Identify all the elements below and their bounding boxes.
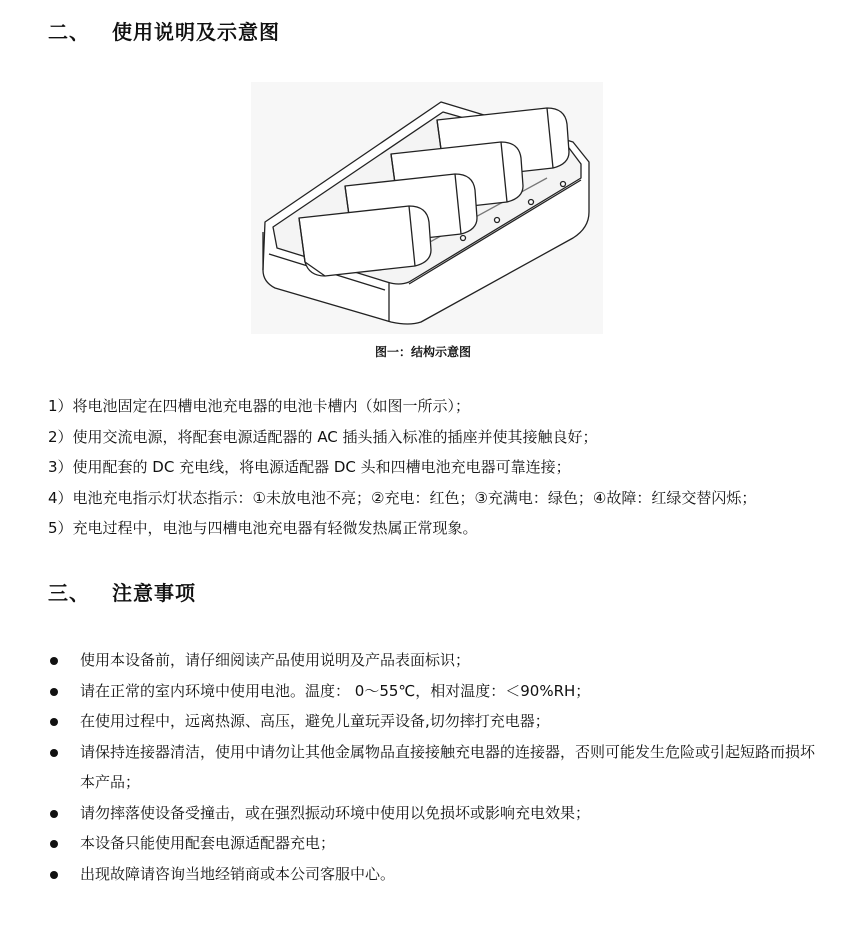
led-indicator xyxy=(461,236,466,241)
bullet-icon xyxy=(50,749,58,757)
section-2-number: 二、 xyxy=(48,20,90,44)
precaution-item xyxy=(48,676,818,707)
precaution-text: 在使用过程中，远离热源、高压，避免儿童玩弄设备,切勿摔打充电器； xyxy=(80,712,550,730)
step-item: 5）充电过程中，电池与四槽电池充电器有轻微发热属正常现象。 xyxy=(48,519,478,537)
section-3-heading xyxy=(48,577,196,606)
bullet-icon xyxy=(50,657,58,665)
step-item: 1）将电池固定在四槽电池充电器的电池卡槽内（如图一所示）； xyxy=(48,397,471,415)
precaution-item xyxy=(48,798,818,829)
charger-illustration xyxy=(251,82,603,334)
led-indicator xyxy=(495,218,500,223)
precautions-list xyxy=(48,645,818,889)
section-2-heading xyxy=(48,16,280,45)
precaution-text: 使用本设备前，请仔细阅读产品使用说明及产品表面标识； xyxy=(80,651,471,669)
bullet-icon xyxy=(50,718,58,726)
precaution-item xyxy=(48,645,818,676)
usage-steps xyxy=(48,394,756,547)
precaution-item xyxy=(48,706,818,737)
step-item: 3）使用配套的 DC 充电线，将电源适配器 DC 头和四槽电池充电器可靠连接； xyxy=(48,458,571,476)
precaution-text: 请保持连接器清洁，使用中请勿让其他金属物品直接接触充电器的连接器，否则可能发生危险或引起短路而损坏本产品； xyxy=(80,742,816,791)
charger-drawing xyxy=(251,82,603,334)
led-indicator xyxy=(529,200,534,205)
figure-caption: 图一：结构示意图 xyxy=(374,345,471,359)
step-item: 2）使用交流电源，将配套电源适配器的 AC 插头插入标准的插座并使其接触良好； xyxy=(48,427,598,446)
precaution-text: 出现故障请咨询当地经销商或本公司客服中心。 xyxy=(80,864,396,883)
bullet-icon xyxy=(50,840,58,848)
precaution-text: 请勿摔落使设备受撞击，或在强烈振动环境中使用以免损坏或影响充电效果； xyxy=(80,803,591,822)
precaution-text: 请在正常的室内环境中使用电池。温度： 0～55℃，相对温度：＜90%RH； xyxy=(80,681,591,700)
precaution-item xyxy=(48,828,818,859)
precaution-item xyxy=(48,859,818,890)
step-item: 4）电池充电指示灯状态指示：①未放电池不亮；②充电：红色；③充满电：绿色；④故障：红绿交替闪烁； xyxy=(48,488,757,507)
bullet-icon xyxy=(50,810,58,818)
precaution-item xyxy=(48,737,818,798)
led-indicator xyxy=(561,182,566,187)
section-2-title: 使用说明及示意图 xyxy=(112,20,280,44)
bullet-icon xyxy=(50,871,58,879)
precaution-text: 本设备只能使用配套电源适配器充电； xyxy=(80,834,336,852)
bullet-icon xyxy=(50,688,58,696)
section-3-title: 注意事项 xyxy=(112,581,196,605)
battery-1 xyxy=(299,206,431,276)
section-3-number: 三、 xyxy=(48,581,90,605)
